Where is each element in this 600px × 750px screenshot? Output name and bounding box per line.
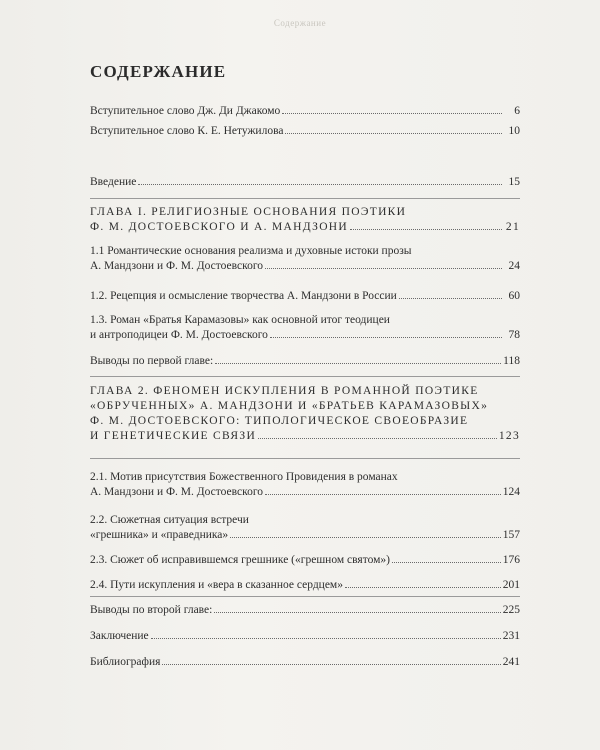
toc-entry [90,289,520,304]
toc-chapter-entry [90,205,520,235]
toc-entry [90,244,520,274]
toc-entry-text: 2.1. Мотив присутствия Божественного Провидения в романах [90,471,398,483]
toc-entry-page: 60 [508,290,520,302]
toc-entry-page: 10 [508,125,520,137]
toc-entry-page: 225 [502,604,520,616]
toc-entry-text: Вступительное слово К. Е. Нетужилова [90,125,284,137]
leader-dots [345,587,501,588]
leader-dots [151,638,501,639]
toc-entry-page: 231 [502,630,520,642]
section-divider [90,596,520,597]
toc-entry-text: Вступительное слово Дж. Ди Джакомо [90,105,281,117]
toc-entry-page: 241 [502,656,520,668]
toc-entry-text: Выводы по второй главе: [90,604,213,616]
toc-entry-text: Заключение [90,630,149,642]
section-divider [90,376,520,377]
toc-entry-text: 1.2. Рецепция и осмысление творчества А. Мандзони в России [90,290,397,302]
toc-entry [90,313,520,343]
toc-entry [90,629,520,644]
toc-entry [90,513,520,543]
section-divider [90,198,520,199]
toc-entry-text: «ОБРУЧЕННЫХ» А. МАНДЗОНИ И «БРАТЬЕВ КАРАМАЗОВЫХ» [90,400,489,412]
toc-entry-text: А. Мандзони и Ф. М. Достоевского [90,260,264,272]
toc-entry-text: 2.2. Сюжетная ситуация встречи [90,514,249,526]
toc-entry-text: И ГЕНЕТИЧЕСКИЕ СВЯЗИ [90,430,257,442]
toc-entry-page: 176 [502,554,520,566]
leader-dots [215,363,501,364]
leader-dots [285,133,502,134]
toc-entry-text: 1.3. Роман «Братья Карамазовы» как основной итог теодицеи [90,314,390,326]
toc-entry-text: «грешника» и «праведника» [90,529,229,541]
toc-entry-text: А. Мандзони и Ф. М. Достоевского [90,486,264,498]
toc-entry-text: 2.3. Сюжет об исправившемся грешнике («грешном святом») [90,554,390,566]
running-head: Содержание [273,18,327,28]
toc-entry-text: Ф. М. ДОСТОЕВСКОГО: ТИПОЛОГИЧЕСКОЕ СВОЕОБРАЗИЕ [90,415,469,427]
toc-entry [90,124,520,139]
leader-dots [162,664,500,665]
section-divider [90,458,520,459]
toc-entry [90,354,520,369]
toc-entry-text: ГЛАВА I. РЕЛИГИОЗНЫЕ ОСНОВАНИЯ ПОЭТИКИ [90,206,407,218]
toc-entry [90,655,520,670]
toc-entry [90,578,520,593]
leader-dots [265,494,501,495]
toc-entry-page: 157 [502,529,520,541]
toc-entry [90,104,520,119]
toc-entry-text: и антроподицеи Ф. М. Достоевского [90,329,268,341]
leader-dots [392,562,501,563]
toc-entry-page: 78 [508,329,520,341]
toc-title: СОДЕРЖАНИЕ [90,62,227,81]
toc-entry [90,603,520,618]
toc-entry-page: 15 [508,176,520,188]
toc-entry-text: ГЛАВА 2. ФЕНОМЕН ИСКУПЛЕНИЯ В РОМАННОЙ ПОЭТИКЕ [90,385,479,397]
leader-dots [265,268,502,269]
toc-entry [90,553,520,568]
toc-entry-text: 1.1 Романтические основания реализма и духовные истоки прозы [90,245,412,257]
toc-entry-text: Выводы по первой главе: [90,355,214,367]
leader-dots [214,612,500,613]
toc-entry-page: 6 [514,105,520,117]
toc-entry-text: 2.4. Пути искупления и «вера в сказанное сердцем» [90,579,343,591]
leader-dots [350,229,502,230]
toc-entry-text: Введение [90,176,137,188]
toc-entry-text: Библиография [90,656,161,668]
toc-chapter-entry [90,384,520,444]
leader-dots [258,438,497,439]
toc-entry-page: 118 [503,355,520,367]
toc-entry-page: 24 [508,260,520,272]
leader-dots [138,184,502,185]
toc-entry-page: 123 [498,430,520,442]
leader-dots [282,113,502,114]
toc-entry-page: 124 [502,486,520,498]
toc-entry-page: 21 [505,221,520,233]
leader-dots [399,298,502,299]
leader-dots [230,537,501,538]
toc-entry-page: 201 [502,579,520,591]
leader-dots [270,337,502,338]
toc-entry [90,175,520,190]
toc-entry-text: Ф. М. ДОСТОЕВСКОГО И А. МАНДЗОНИ [90,221,349,233]
toc-entry [90,470,520,500]
